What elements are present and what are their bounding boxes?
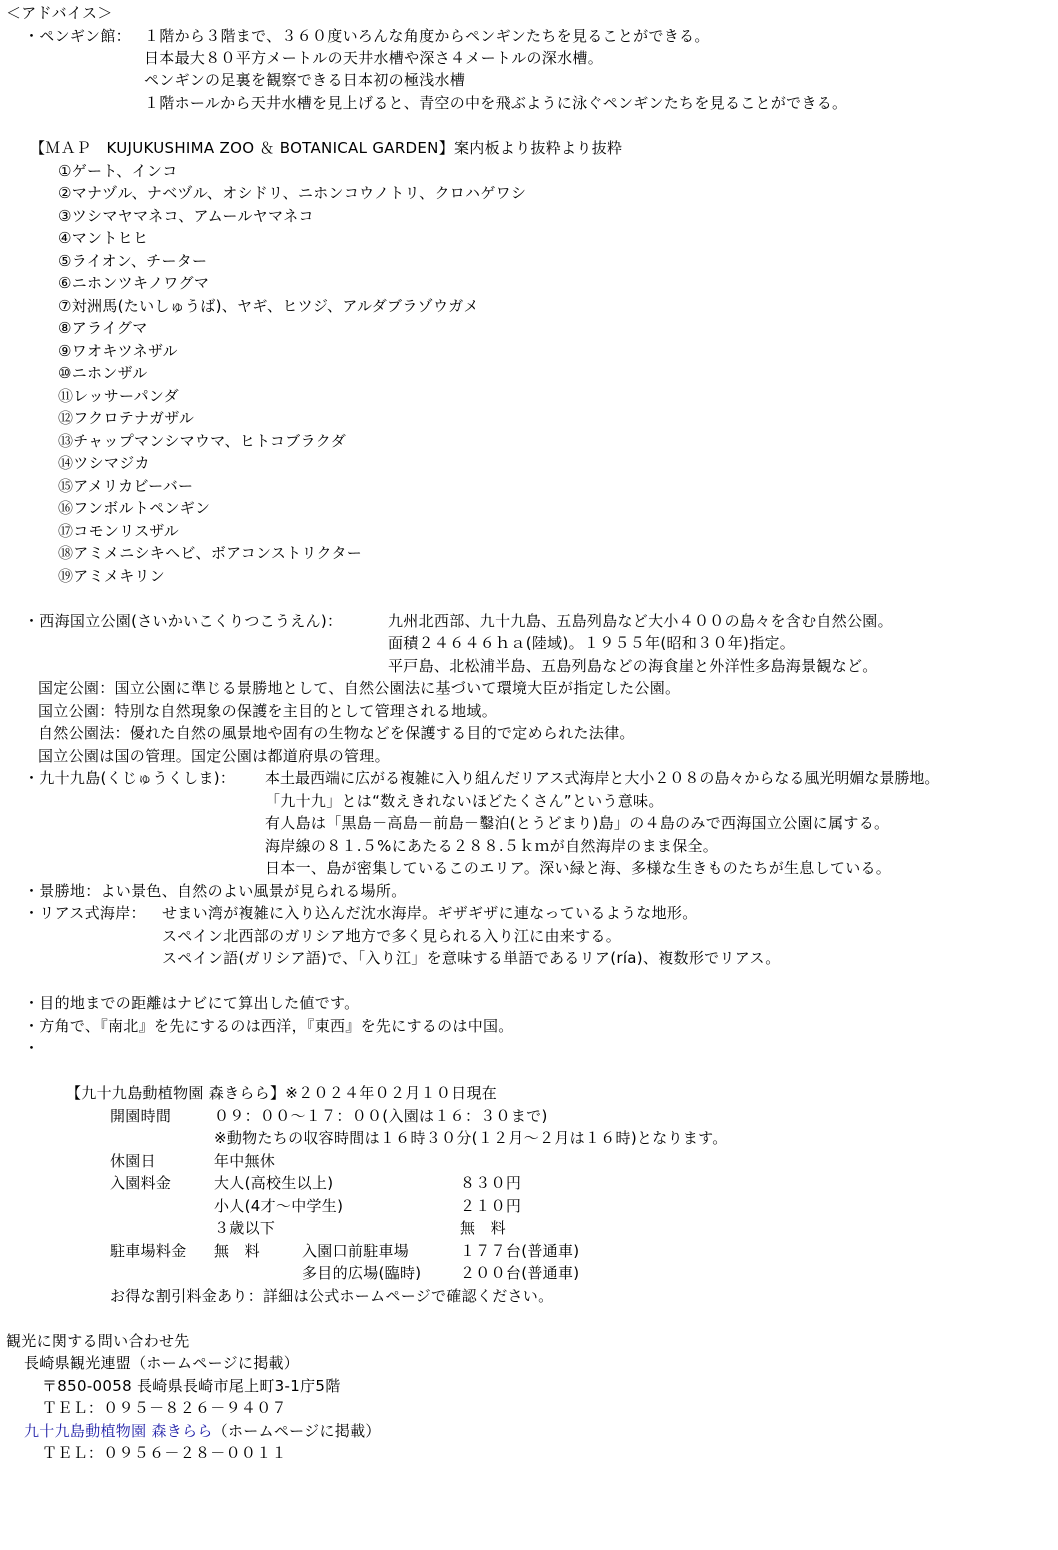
org2-suffix: （ホームページに掲載）	[212, 1422, 381, 1440]
org1-tel: ＴＥＬ：０９５－８２６－９４０７	[42, 1399, 287, 1417]
direction-note: ・方角で、『南北』を先にするのは西洋，『東西』を先にするのは中国。	[24, 1017, 514, 1035]
map-item: ⑱アミメニシキヘビ、ボアコンストリクター	[58, 544, 363, 562]
parking-lot-capacity: ２００台(普通車)	[460, 1264, 580, 1282]
map-item: ①ゲート、インコ	[58, 162, 178, 180]
hours-label: 開園時間	[110, 1107, 172, 1125]
map-item: ⑯フンボルトペンギン	[58, 499, 211, 517]
map-item: ⑥ニホンツキノワグマ	[58, 274, 210, 292]
map-item: ⑫フクロテナガザル	[58, 409, 195, 427]
zoo-homepage-link[interactable]: 九十九島動植物園 森きらら	[24, 1422, 213, 1440]
park-note: 国立公園：特別な自然現象の保護を主目的として管理される地域。	[38, 702, 498, 720]
map-item: ⑪レッサーパンダ	[58, 387, 179, 405]
distance-note: ・目的地までの距離はナビにて算出した値です。	[24, 994, 360, 1012]
saikai-line: 平戸島、北松浦半島、五島列島などの海食崖と外洋性多島海景観など。	[388, 657, 878, 675]
park-note: 自然公園法：優れた自然の風景地や固有の生物などを保護する目的で定められた法律。	[38, 724, 635, 742]
map-item: ③ツシマヤマネコ、アムールヤマネコ	[58, 207, 314, 225]
rias-line: スペイン北西部のガリシア地方で多く見られる入り江に由来する。	[162, 927, 622, 945]
penguin-line: ペンギンの足裏を観察できる日本初の極浅水槽	[144, 71, 466, 89]
parking-lot-name: 入園口前駐車場	[302, 1242, 410, 1260]
kujuku-line: 有人島は「黒島－高島－前島－鑿泊(とうどまり)島」の４島のみで西海国立公園に属する。	[265, 814, 890, 832]
contacts-heading: 観光に関する問い合わせ先	[6, 1332, 190, 1350]
org1-name: 長崎県観光連盟（ホームページに掲載）	[24, 1354, 300, 1372]
parking-label: 駐車場料金	[110, 1242, 187, 1260]
fee-price: 無 料	[460, 1219, 506, 1237]
kujuku-line: 本土最西端に広がる複雑に入り組んだリアス式海岸と大小２０８の島々からなる風光明媚な景勝地。	[265, 769, 940, 787]
map-item: ⑬チャップマンシマウマ、ヒトコブラクダ	[58, 432, 347, 450]
map-item: ⑮アメリカビーバー	[58, 477, 194, 495]
fee-category: 大人(高校生以上)	[214, 1174, 334, 1192]
rias-line: スペイン語(ガリシア語)で、「入り江」を意味する単語であるリア(ría)、複数形でリアス。	[162, 949, 781, 967]
map-item: ⑰コモンリスザル	[58, 522, 180, 540]
saikai-line: 面積２４６４６ｈａ(陸域)。１９５５年(昭和３０年)指定。	[388, 634, 796, 652]
map-item: ②マナヅル、ナベヅル、オシドリ、ニホンコウノトリ、クロハゲワシ	[58, 184, 527, 202]
map-item: ④マントヒヒ	[58, 229, 149, 247]
saikai-label: ・西海国立公園(さいかいこくりつこうえん)：	[24, 612, 343, 630]
org2-tel: ＴＥＬ：０９５６－２８－００１１	[42, 1444, 287, 1462]
kujuku-line: 「九十九」とは“数えきれないほどたくさん”という意味。	[265, 792, 664, 810]
parking-lot-name: 多目的広場(臨時)	[302, 1264, 422, 1282]
map-item: ⑩ニホンザル	[58, 364, 148, 382]
org1-address: 〒850-0058 長崎県長崎市尾上町3-1庁5階	[42, 1377, 341, 1395]
hours-note: ※動物たちの収容時間は１６時３０分(１２月～２月は１６時)となります。	[214, 1129, 728, 1147]
penguin-line: １階ホールから天井水槽を見上げると、青空の中を飛ぶように泳ぐペンギンたちを見ることができる。	[144, 94, 848, 112]
saikai-line: 九州北西部、九十九島、五島列島など大小４００の島々を含む自然公園。	[388, 612, 893, 630]
rias-line: せまい湾が複雑に入り込んだ沈水海岸。ギザギザに連なっているような地形。	[162, 904, 698, 922]
kujuku-line: 日本一、島が密集しているこのエリア。深い緑と海、多様な生きものたちが生息している。	[265, 859, 892, 877]
parking-fee: 無 料	[214, 1242, 260, 1260]
penguin-line: １階から３階まで、３６０度いろんな角度からペンギンたちを見ることができる。	[144, 27, 710, 45]
fee-category: 小人(4才～中学生)	[214, 1197, 344, 1215]
discount-note: お得な割引料金あり：詳細は公式ホームページで確認ください。	[110, 1287, 554, 1305]
hours-value: ０９：００～１７：００(入園は１６：３０まで)	[214, 1107, 548, 1125]
map-item: ⑦対洲馬(たいしゅうば)、ヤギ、ヒツジ、アルダブラゾウガメ	[58, 297, 479, 315]
fee-label: 入園料金	[110, 1174, 172, 1192]
park-note: 国定公園：国立公園に準じる景勝地として、自然公園法に基づいて環境大臣が指定した公園。	[38, 679, 681, 697]
closed-value: 年中無休	[214, 1152, 276, 1170]
map-item: ⑧アライグマ	[58, 319, 148, 337]
rias-label: ・リアス式海岸：	[24, 904, 146, 922]
map-item: ⑤ライオン、チーター	[58, 252, 208, 270]
park-note: 国立公園は国の管理。国定公園は都道府県の管理。	[38, 747, 390, 765]
advice-heading: ＜アドバイス＞	[6, 4, 113, 22]
penguin-label: ・ペンギン館：	[24, 27, 131, 45]
map-item: ⑭ツシマジカ	[58, 454, 150, 472]
closed-label: 休園日	[110, 1152, 156, 1170]
org2-row	[24, 1421, 381, 1441]
kujuku-line: 海岸線の８１.５%にあたる２８８.５ｋｍが自然海岸のまま保全。	[265, 837, 719, 855]
kujuku-label: ・九十九島(くじゅうくしま)：	[24, 769, 236, 787]
fee-price: ８３０円	[460, 1174, 522, 1192]
keishochi-note: ・景勝地：よい景色、自然のよい風景が見られる場所。	[24, 882, 407, 900]
fee-price: ２１０円	[460, 1197, 522, 1215]
map-title: 【ＭＡＰ KUJUKUSHIMA ZOO ＆ BOTANICAL GARDEN】案内板より抜粋より抜粋	[30, 139, 623, 157]
fee-category: ３歳以下	[214, 1219, 276, 1237]
map-item: ⑨ワオキツネザル	[58, 342, 178, 360]
parking-lot-capacity: １７７台(普通車)	[460, 1242, 580, 1260]
map-item: ⑲アミメキリン	[58, 567, 166, 585]
zoo-info-title: 【九十九島動植物園 森きらら】※２０２４年０２月１０日現在	[66, 1084, 498, 1102]
empty-bullet: ・	[24, 1039, 40, 1057]
penguin-line: 日本最大８０平方メートルの天井水槽や深さ４メートルの深水槽。	[144, 49, 604, 67]
